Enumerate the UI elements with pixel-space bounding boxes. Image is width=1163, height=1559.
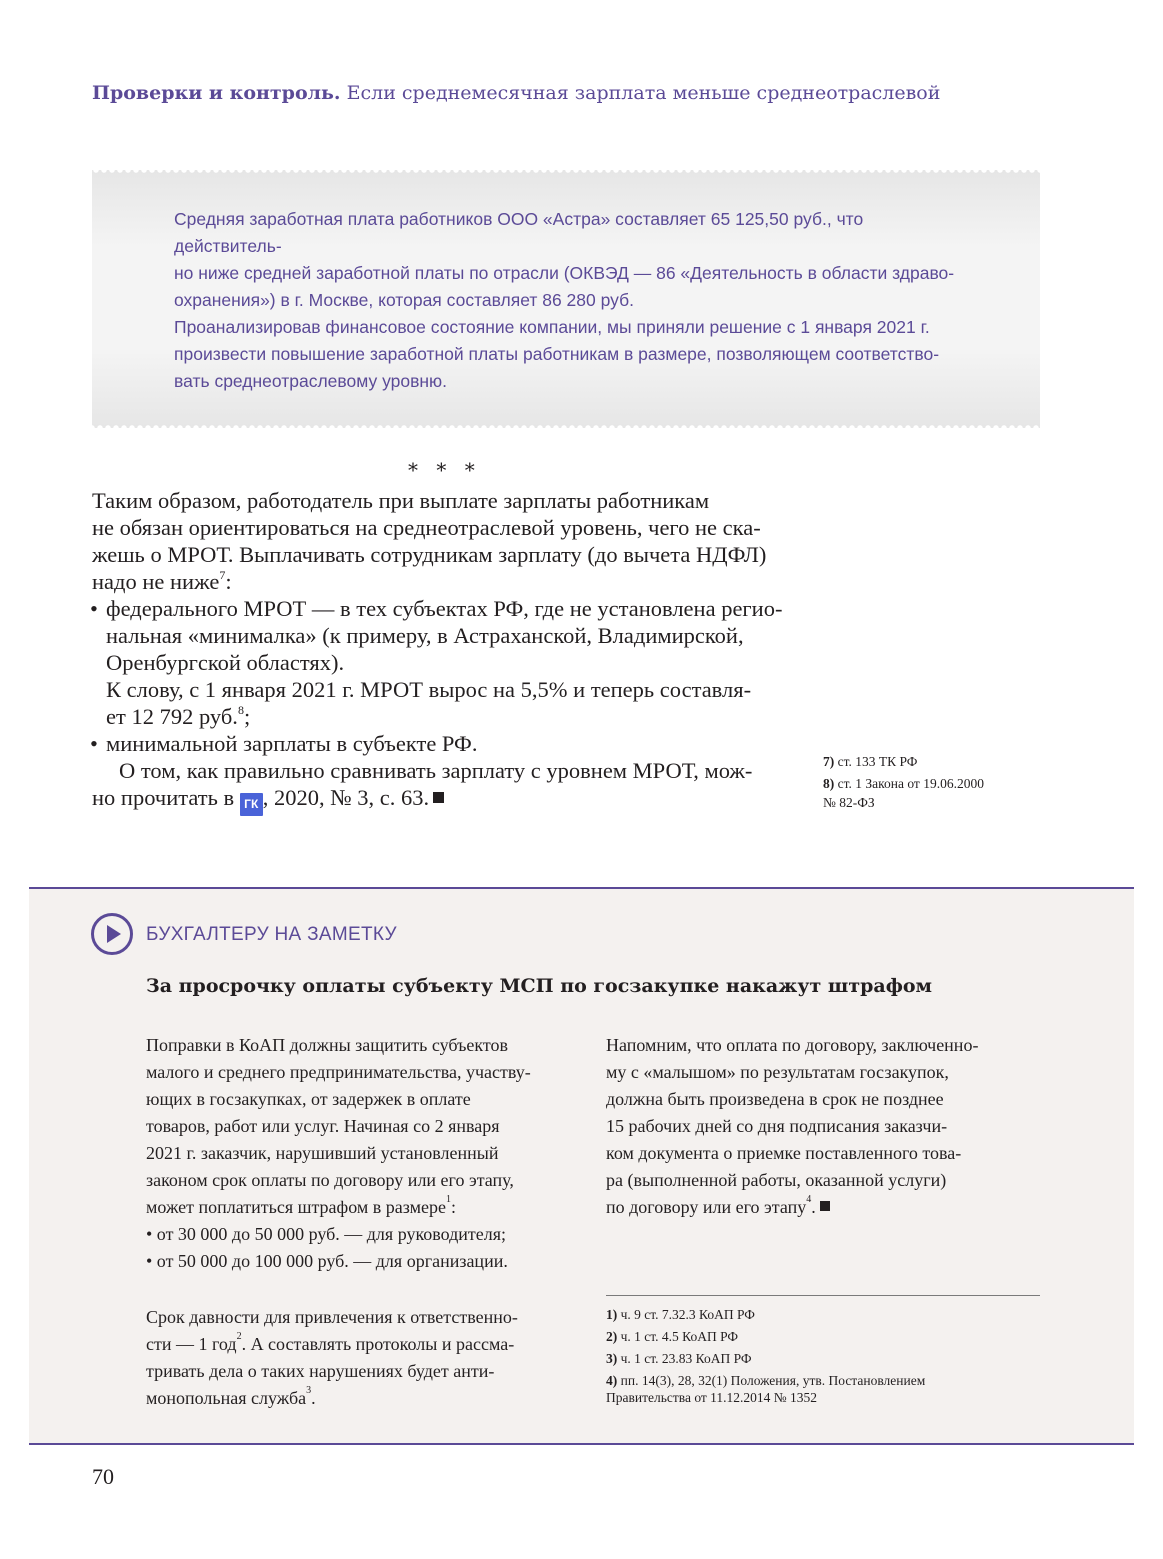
magazine-logo-icon[interactable]: ГК: [240, 793, 263, 816]
section-divider: * * *: [408, 458, 481, 482]
letter-line: Средняя заработная плата работников ООО «Астра» составляет 65 125,50 руб., что действитель-: [174, 209, 864, 256]
text-line: [606, 1194, 1046, 1221]
text-fragment: может поплатиться штрафом в размере: [146, 1197, 446, 1217]
text-fragment: монопольная служба: [146, 1388, 307, 1408]
end-mark-icon: [433, 792, 444, 803]
text-line: [146, 1385, 596, 1412]
letter-line: произвести повышение заработной платы работникам в размере, позволяющем соответство-: [174, 344, 940, 364]
footnote-ref-7: 7: [219, 568, 226, 582]
footnote-text: ст. 133 ТК РФ: [837, 754, 918, 769]
note-footnotes: [606, 1306, 1046, 1411]
footnote-ref-3: 3: [306, 1385, 312, 1396]
text-fragment: . А составлять протоколы и рассма-: [241, 1334, 515, 1354]
letter-line: вать среднеотраслевому уровню.: [174, 371, 448, 391]
text-fragment: .: [811, 1197, 816, 1217]
text-fragment: федерального МРОТ — в тех субъектах РФ, где не установлена регио-: [106, 596, 783, 621]
text-fragment: ет 12 792 руб.: [106, 704, 238, 729]
footnote-text: ч. 1 ст. 4.5 КоАП РФ: [620, 1329, 739, 1344]
footnote-ref-4: 4: [806, 1194, 812, 1205]
letter-line: Проанализировав финансовое состояние компании, мы приняли решение с 1 января 2021 г.: [174, 317, 930, 337]
sample-letter-box: [92, 170, 1040, 428]
text-fragment: надо не ниже: [92, 569, 220, 594]
letter-line: но ниже средней заработной платы по отрасли (ОКВЭД — 86 «Деятельность в области здраво-: [174, 263, 955, 283]
footnote-text: ч. 9 ст. 7.32.3 КоАП РФ: [620, 1307, 755, 1322]
text-fragment: .: [311, 1388, 316, 1408]
note-left-column: [146, 1032, 596, 1275]
bullet-mark: •: [90, 731, 98, 756]
text-line: законом срок оплаты по договору или его этапу,: [146, 1170, 514, 1190]
text-line: ком документа о приемке поставленного това-: [606, 1143, 962, 1163]
bullet-item: • от 30 000 до 50 000 руб. — для руководителя;: [146, 1224, 507, 1244]
text-line: [92, 703, 772, 730]
footnote-continuation: № 82-ФЗ: [823, 795, 875, 810]
text-fragment: минимальной зарплаты в субъекте РФ.: [106, 731, 478, 756]
footnote-continuation: Правительства от 11.12.2014 № 1352: [606, 1390, 818, 1405]
note-title: За просрочку оплаты субъекту МСП по госзакупке накажут штрафом: [146, 975, 933, 997]
text-fragment: ;: [243, 704, 251, 729]
footnote: [823, 774, 1053, 793]
bullet-mark: •: [90, 596, 98, 621]
footnote-ref-1: 1: [445, 1194, 451, 1205]
main-article-text: [90, 487, 783, 811]
end-mark-icon: [820, 1201, 830, 1211]
footnote-number: 3): [606, 1351, 618, 1366]
text-fragment: :: [225, 569, 232, 594]
footnote-number: 4): [606, 1373, 618, 1388]
text-fragment: но прочитать в: [92, 785, 235, 810]
text-line: 2021 г. заказчик, нарушивший установленный: [146, 1143, 499, 1163]
header-section: Проверки и контроль.: [92, 82, 341, 104]
footnote-text: ст. 1 Закона от 19.06.2000: [837, 776, 984, 791]
footnote-text: пп. 14(3), 28, 32(1) Положения, утв. Постановлением: [620, 1373, 926, 1388]
footnote: [606, 1306, 1046, 1323]
text-fragment: по договору или его этапу: [606, 1197, 807, 1217]
text-line: О том, как правильно сравнивать зарплату с уровнем МРОТ, мож-: [119, 758, 753, 783]
letter-paragraph-2: [174, 314, 974, 395]
text-line: [92, 784, 772, 811]
footnote: [606, 1350, 1046, 1367]
text-line: [146, 1331, 596, 1358]
side-footnotes: [823, 752, 1053, 815]
text-line: Таким образом, работодатель при выплате зарплаты работникам: [92, 488, 710, 513]
text-line: Поправки в КоАП должны защитить субъектов: [146, 1035, 508, 1055]
bullet-item: [90, 595, 783, 622]
torn-edge-top: [92, 170, 1040, 176]
running-header: [92, 82, 1082, 104]
note-left-column-2: [146, 1304, 596, 1412]
letter-paragraph-1: [174, 206, 974, 314]
footnote-rule: [606, 1295, 1040, 1296]
accountant-note-panel: [29, 887, 1134, 1445]
footnote: [823, 752, 1053, 771]
footnote-number: 7): [823, 754, 835, 769]
play-circle-icon: [91, 913, 133, 955]
text-fragment: сти — 1 год: [146, 1334, 237, 1354]
footnote-text: ч. 1 ст. 23.83 КоАП РФ: [620, 1351, 752, 1366]
text-line: малого и среднего предпринимательства, участву-: [146, 1062, 531, 1082]
text-line: жешь о МРОТ. Выплачивать сотрудникам зарплату (до вычета НДФЛ): [92, 542, 767, 567]
text-line: не обязан ориентироваться на среднеотраслевой уровень, чего не ска-: [92, 515, 761, 540]
footnote: [606, 1372, 1046, 1389]
text-fragment: , 2020, № 3, с. 63.: [262, 785, 430, 810]
text-line: ющих в госзакупках, от задержек в оплате: [146, 1089, 471, 1109]
torn-edge-bottom: [92, 422, 1040, 428]
bullet-item: [92, 730, 772, 757]
header-title: Если среднемесячная зарплата меньше среднеотраслевой: [346, 82, 941, 104]
footnote: [606, 1328, 1046, 1345]
text-line: К слову, с 1 января 2021 г. МРОТ вырос на 5,5% и теперь составля-: [106, 677, 752, 702]
text-line: [92, 568, 772, 595]
note-right-column: [606, 1032, 1046, 1221]
bullet-item: • от 50 000 до 100 000 руб. — для организации.: [146, 1251, 508, 1271]
footnote-number: 8): [823, 776, 835, 791]
note-label: БУХГАЛТЕРУ НА ЗАМЕТКУ: [146, 924, 397, 945]
text-line: 15 рабочих дней со дня подписания заказчи-: [606, 1116, 948, 1136]
text-line: му с «малышом» по результатам госзакупок,: [606, 1062, 949, 1082]
text-line: [146, 1194, 596, 1221]
footnote-ref-2: 2: [236, 1331, 242, 1342]
text-line: нальная «минималка» (к примеру, в Астраханской, Владимирской,: [106, 623, 744, 648]
text-line: товаров, работ или услуг. Начиная со 2 января: [146, 1116, 500, 1136]
text-line: тривать дела о таких нарушениях будет анти-: [146, 1361, 495, 1381]
text-line: ра (выполненной работы, оказанной услуги): [606, 1170, 947, 1190]
letter-line: охранения») в г. Москве, которая составляет 86 280 руб.: [174, 290, 634, 310]
text-line: Срок давности для привлечения к ответственно-: [146, 1307, 518, 1327]
text-line: Оренбургской областях).: [106, 650, 345, 675]
text-line: должна быть произведена в срок не позднее: [606, 1089, 944, 1109]
footnote-number: 1): [606, 1307, 618, 1322]
page-number: 70: [92, 1464, 114, 1489]
footnote-number: 2): [606, 1329, 618, 1344]
footnote-ref-8: 8: [237, 703, 244, 717]
text-line: Напомним, что оплата по договору, заключенно-: [606, 1035, 979, 1055]
text-fragment: :: [450, 1197, 456, 1217]
